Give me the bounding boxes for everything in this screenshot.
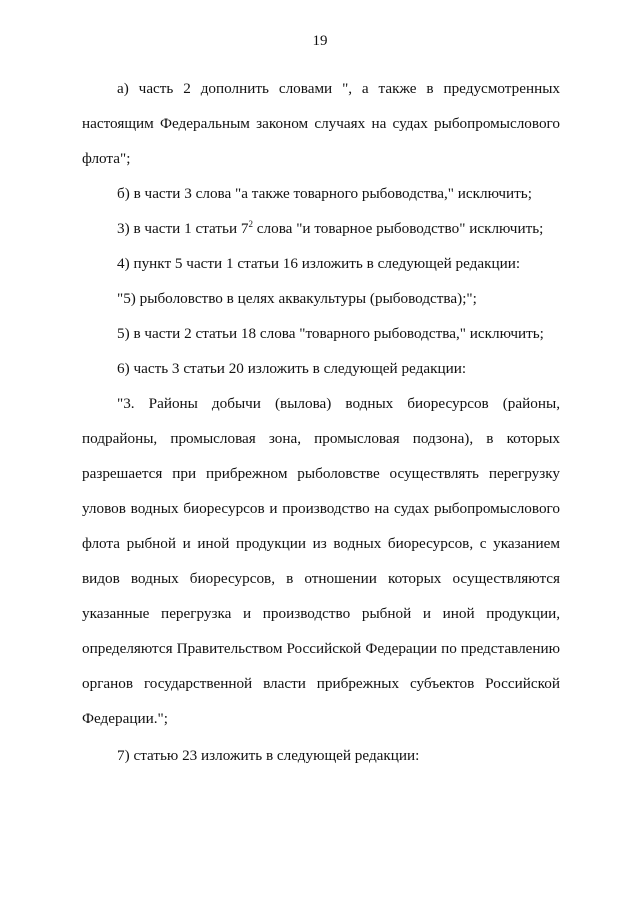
paragraph-5: 5) в части 2 статьи 18 слова "товарного рыбоводства," исключить; [117,325,544,342]
paragraph-4: 4) пункт 5 части 1 статьи 16 изложить в следующей редакции: [117,255,521,272]
paragraph-3-before: 3) в части 1 статьи 7 [117,220,249,237]
document-body [82,71,560,773]
paragraph-quote-5: "5) рыболовство в целях аквакультуры (рыбоводства);"; [117,290,477,307]
paragraph-3 [82,211,560,246]
paragraph-7: 7) статью 23 изложить в следующей редакции: [117,747,420,764]
page-number: 19 [312,33,328,49]
paragraph-b: б) в части 3 слова "а также товарного рыбоводства," исключить; [117,185,532,202]
paragraph-quote-3: "3. Районы добычи (вылова) водных биоресурсов (районы, подрайоны, промысловая зона, промысловая подзона), в которых разрешается при прибрежном рыболовстве осуществлять перегрузку уловов водных биоресурсов и производство на судах рыбопромыслового флота рыбной и иной продукции из водных биоресурсов, с указанием видов водных биоресурсов, в отношении которых осуществляются указанные перегрузка и производство рыбной и иной продукции, определяются Правительством Российской Федерации по представлению органов государственной власти прибрежных субъектов Российской Федерации."; [82,395,560,727]
paragraph-3-after: слова "и товарное рыбоводство" исключить; [252,220,544,237]
superscript: 2 [248,219,253,229]
paragraph-a: а) часть 2 дополнить словами ", а также в предусмотренных настоящим Федеральным законом случаях на судах рыбопромыслового флота"; [82,80,560,167]
paragraph-6: 6) часть 3 статьи 20 изложить в следующей редакции: [117,360,467,377]
